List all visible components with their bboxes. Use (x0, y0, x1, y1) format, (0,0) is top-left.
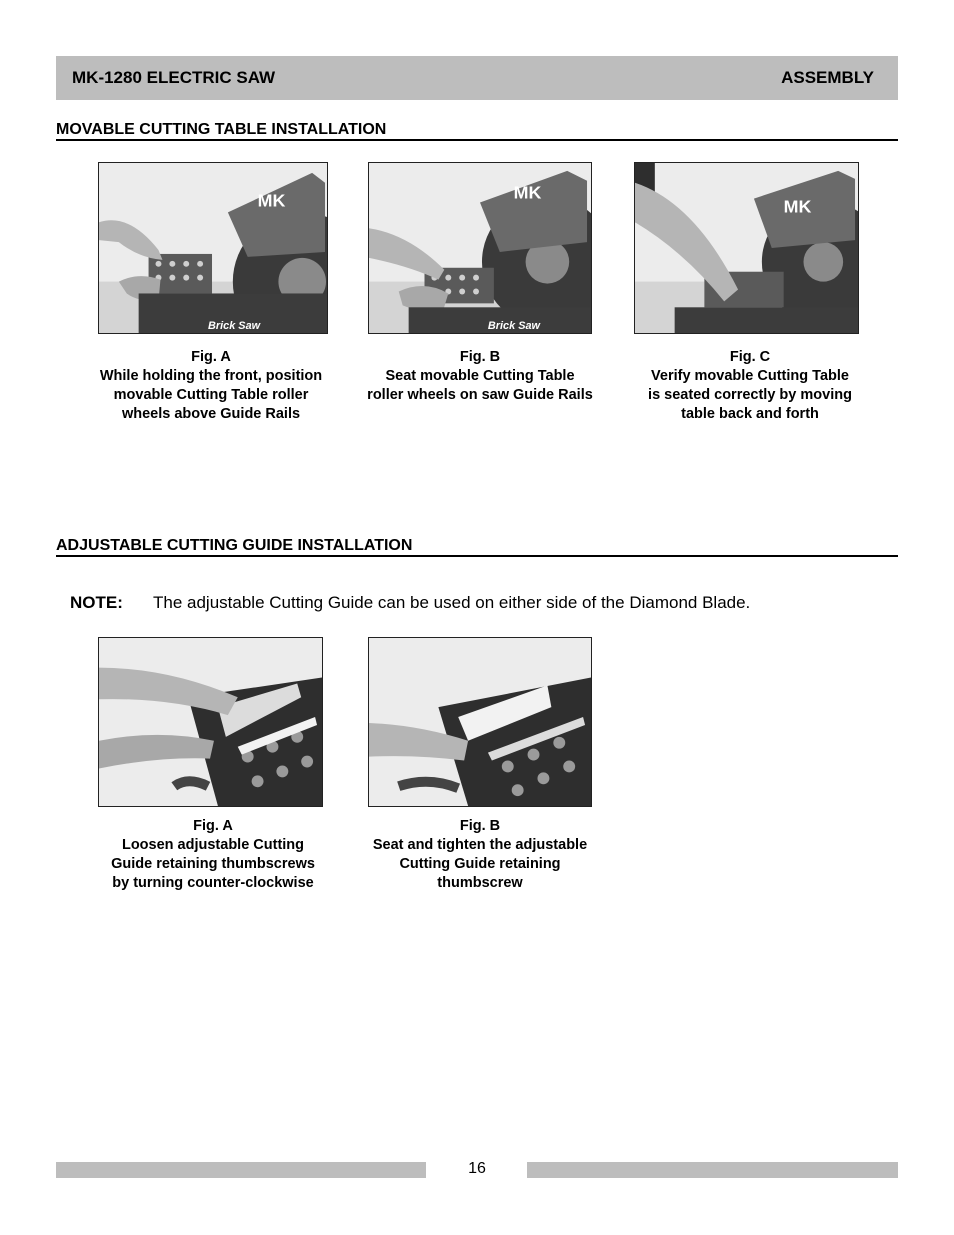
caption-fig-a-guide (86, 817, 340, 893)
figure-label: Fig. C (729, 349, 771, 365)
machine-logo: MK (257, 190, 286, 211)
caption-line: While holding the front, position (99, 368, 323, 384)
caption-line: Seat movable Cutting Table (385, 368, 575, 384)
section-title-adjustable-cutting-guide: ADJUSTABLE CUTTING GUIDE INSTALLATION (56, 537, 898, 557)
figure-label: Fig. B (459, 818, 501, 834)
footer-bar-left (56, 1162, 426, 1178)
note-label: NOTE: (70, 593, 123, 612)
machine-label: Brick Saw (487, 320, 540, 333)
caption-line: Cutting Guide retaining (399, 856, 561, 872)
caption-line: by turning counter-clockwise (112, 875, 314, 891)
page-number: 16 (468, 1160, 486, 1177)
photo-fig-a-guide (98, 637, 323, 807)
caption-line: is seated correctly by moving (648, 387, 852, 403)
chapter-title: ASSEMBLY (781, 68, 874, 87)
caption-line: Guide retaining thumbscrews (111, 856, 315, 872)
machine-logo: MK (513, 182, 542, 203)
caption-line: Loosen adjustable Cutting (121, 837, 305, 853)
machine-logo: MK (783, 196, 812, 217)
caption-line: thumbscrew (437, 875, 523, 891)
caption-fig-a-table (86, 348, 336, 424)
caption-line: roller wheels on saw Guide Rails (367, 387, 593, 403)
note-text: The adjustable Cutting Guide can be used on either side of the Diamond Blade. (153, 593, 751, 612)
figure-label: Fig. A (193, 818, 233, 834)
caption-fig-b-guide (354, 817, 606, 893)
figure-label: Fig. B (459, 349, 501, 365)
photo-fig-b-guide (368, 637, 592, 807)
photo-fig-a-table (98, 162, 328, 334)
footer-bar-right (527, 1162, 898, 1178)
machine-label: Brick Saw (208, 320, 261, 333)
caption-fig-c-table (630, 348, 870, 424)
note (70, 592, 750, 614)
page-header (56, 56, 898, 100)
caption-line: Seat and tighten the adjustable (372, 837, 588, 853)
caption-line: wheels above Guide Rails (121, 406, 301, 422)
photo-fig-b-table (368, 162, 592, 334)
manual-title: MK-1280 ELECTRIC SAW (72, 68, 276, 87)
section-title-movable-cutting-table: MOVABLE CUTTING TABLE INSTALLATION (56, 121, 898, 141)
caption-line: table back and forth (681, 406, 819, 422)
caption-line: movable Cutting Table roller (113, 387, 309, 403)
caption-line: Verify movable Cutting Table (651, 368, 849, 384)
figure-label: Fig. A (191, 349, 231, 365)
photo-fig-c-table (634, 162, 859, 334)
caption-fig-b-table (354, 348, 606, 405)
